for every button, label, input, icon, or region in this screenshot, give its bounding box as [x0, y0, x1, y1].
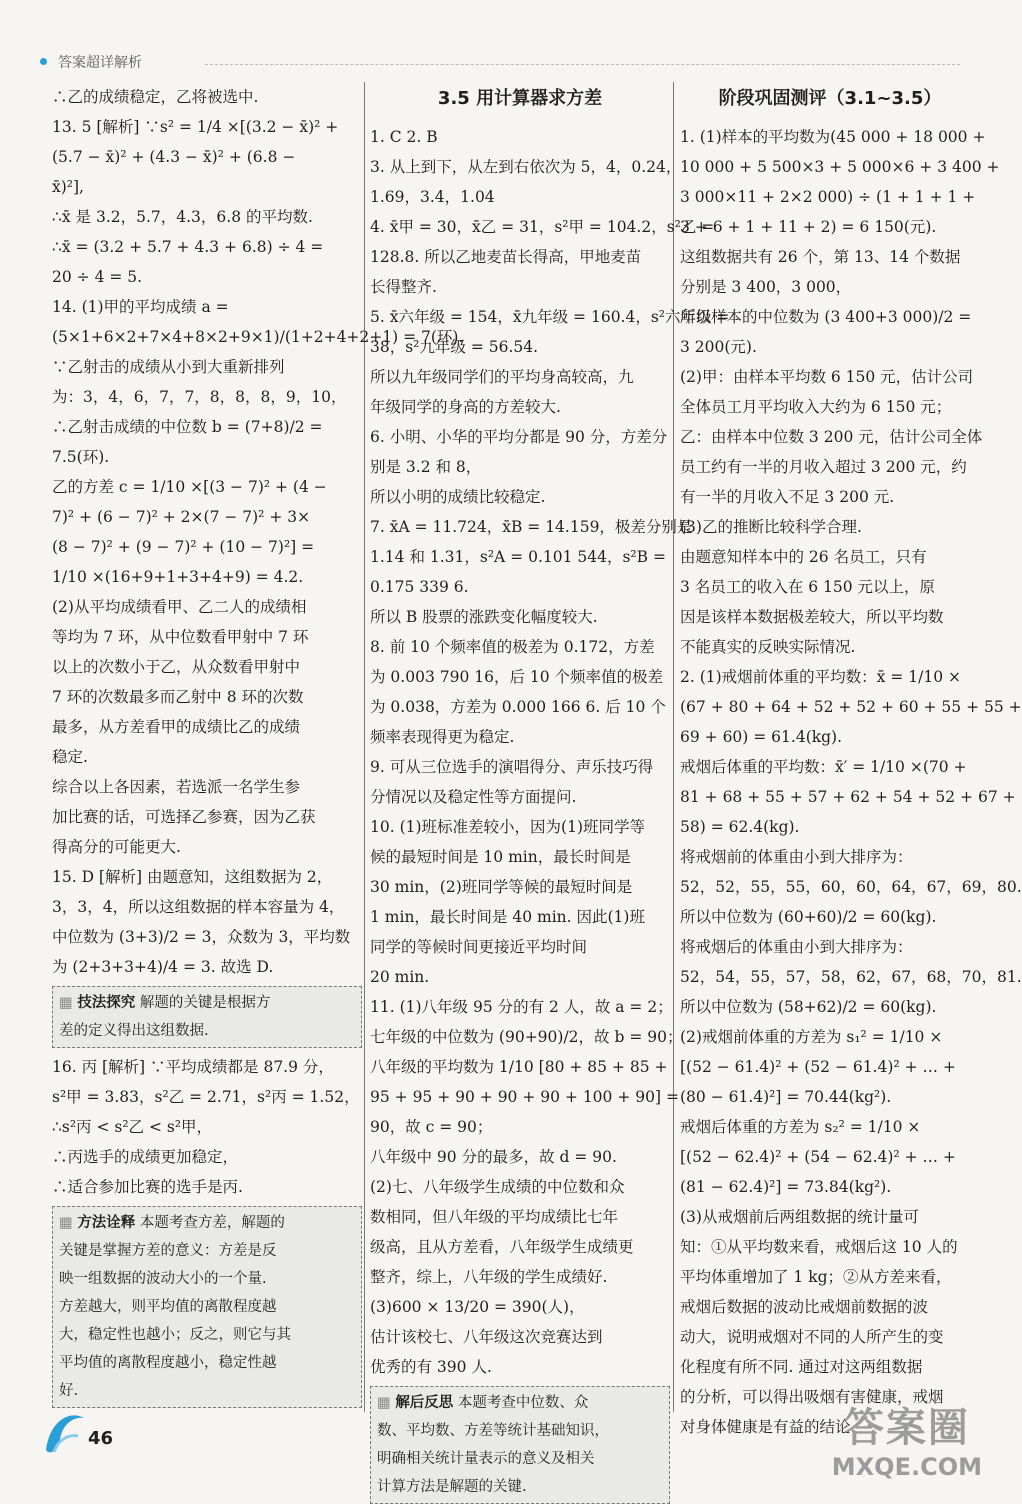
text-line: 3 + 6 + 1 + 11 + 2) = 6 150(元). [680, 218, 937, 236]
header-label: 答案超详解析 [58, 55, 142, 71]
text-line: [(52 − 62.4)² + (54 − 62.4)² + … + [680, 1148, 956, 1166]
text-line: (5.7 − x̄)² + (4.3 − x̄)² + (6.8 − [52, 148, 296, 166]
tip-tag: ▦ 解后反思 [377, 1395, 453, 1411]
text-line: ∴乙的成绩稳定，乙将被选中. [52, 88, 259, 106]
text-line: 8. 前 10 个频率值的极差为 0.172，方差 [370, 638, 655, 656]
text-line: 方差越大，则平均值的离散程度越 [59, 1299, 277, 1315]
text-line: 7. x̄A = 11.724，x̄B = 14.159，极差分别是 [370, 518, 693, 536]
text-line: 由题意知样本中的 26 名员工，只有 [680, 548, 927, 566]
text-line: 10 000 + 5 500×3 + 5 000×6 + 3 400 + [680, 158, 1000, 176]
text-line: 综合以上各因素，若选派一名学生参 [52, 778, 301, 796]
text-line: 对身体健康是有益的结论. [680, 1418, 856, 1436]
text-line: 3 200(元). [680, 338, 757, 356]
text-line: 八年级的平均数为 1/10 [80 + 85 + 85 + [370, 1058, 668, 1076]
text-line: 4. x̄甲 = 30，x̄乙 = 31，s²甲 = 104.2，s²乙 = [370, 218, 715, 236]
header-divider [205, 64, 960, 65]
text-line: 戒烟后体重的方差为 s₂² = 1/10 × [680, 1118, 921, 1136]
text-line: 估计该校七、八年级这次竞赛达到 [370, 1328, 603, 1346]
text-line: (81 − 62.4)²] = 73.84(kg²). [680, 1178, 892, 1196]
page-number: 46 [88, 1428, 114, 1449]
text-line: (67 + 80 + 64 + 52 + 52 + 60 + 55 + 55 + [680, 698, 1022, 716]
text-line: 10. (1)班标准差较小，因为(1)班同学等 [370, 818, 645, 836]
text-line: 1.69，3.4，1.04 [370, 188, 495, 206]
text-line: 不能真实的反映实际情况. [680, 638, 856, 656]
text-line: 将戒烟后的体重由小到大排序为： [680, 938, 913, 956]
text-line: 11. (1)八年级 95 分的有 2 人，故 a = 2； [370, 998, 673, 1016]
text-line: 69 + 60) = 61.4(kg). [680, 728, 843, 746]
text-line: 3 名员工的收入在 6 150 元以上，原 [680, 578, 936, 596]
text-line: 所以中位数为 (60+60)/2 = 60(kg). [680, 908, 937, 926]
text-line: ∴s²丙 < s²乙 < s²甲， [52, 1118, 213, 1136]
text-line: 明确相关统计量表示的意义及相关 [377, 1451, 595, 1467]
text-line: 同学的等候时间更接近平均时间 [370, 938, 588, 956]
text-line: 关键是掌握方差的意义：方差是反 [59, 1243, 277, 1259]
text-line: 1. (1)样本的平均数为(45 000 + 18 000 + [680, 128, 986, 146]
page-header [0, 0, 1000, 70]
text-line: (8 − 7)² + (9 − 7)² + (10 − 7)²] = [52, 538, 315, 556]
tip-box-method [52, 1206, 362, 1408]
text-line: 全体员工月平均收入大约为 6 150 元； [680, 398, 952, 416]
text-line: 化程度有所不同. 通过对这两组数据 [680, 1358, 923, 1376]
text-line: 别是 3.2 和 8， [370, 458, 482, 476]
text-line: 6. 小明、小华的平均分都是 90 分，方差分 [370, 428, 668, 446]
text-line: 所以小明的成绩比较稳定. [370, 488, 546, 506]
text-line: 81 + 68 + 55 + 57 + 62 + 54 + 52 + 67 + [680, 788, 1016, 806]
text-line: 3，3，4，所以这组数据的样本容量为 4， [52, 898, 345, 916]
text-line: ∵乙射击的成绩从小到大重新排列 [52, 358, 285, 376]
text-line: 58) = 62.4(kg). [680, 818, 800, 836]
watermark-url: MXQE.COM [831, 1453, 982, 1481]
text-line: 戒烟后数据的波动比戒烟前数据的波 [680, 1298, 929, 1316]
text-line: 15. D [解析] 由题意知，这组数据为 2， [52, 868, 333, 886]
answer-lines [52, 1052, 362, 1202]
tip-tag: ▦ 技法探究 [59, 995, 135, 1011]
text-line: 所以 B 股票的涨跌变化幅度较大. [370, 608, 598, 626]
text-line: 数相同，但八年级的平均成绩比七年 [370, 1208, 619, 1226]
text-line: 1/10 ×(16+9+1+3+4+9) = 4.2. [52, 568, 304, 586]
tip-box-technique [52, 986, 362, 1048]
text-line: 为 0.003 790 16，后 10 个频率值的极差 [370, 668, 664, 686]
text-line: 38，s²九年级 = 56.54. [370, 338, 539, 356]
text-line: 这组数据共有 26 个，第 13、14 个数据 [680, 248, 961, 266]
text-line: 20 min. [370, 968, 430, 986]
text-line: 7.5(环). [52, 448, 110, 466]
text-line: (3)乙的推断比较科学合理. [680, 518, 862, 536]
answer-lines [680, 122, 1022, 1442]
text-line: 整齐，综上，八年级的学生成绩好. [370, 1268, 608, 1286]
text-line: ∴x̄ = (3.2 + 5.7 + 4.3 + 6.8) ÷ 4 = [52, 238, 324, 256]
tip-box-reflection [370, 1386, 670, 1504]
text-line: 将戒烟前的体重由小到大排序为： [680, 848, 913, 866]
bullet-icon [40, 58, 47, 65]
dolphin-logo-icon [40, 1400, 88, 1460]
text-line: 年级同学的身高的方差较大. [370, 398, 561, 416]
text-line: x̄)²], [52, 178, 84, 196]
text-line: 映一组数据的波动大小的一个量. [59, 1271, 267, 1287]
text-line: 平均体重增加了 1 kg；②从方差来看， [680, 1268, 952, 1286]
text-line: 以上的次数小于乙，从众数看甲射中 [52, 658, 301, 676]
text-line: 有一半的月收入不足 3 200 元. [680, 488, 895, 506]
text-line: 1 min，最长时间是 40 min. 因此(1)班 [370, 908, 645, 926]
text-line: 最多，从方差看甲的成绩比乙的成绩 [52, 718, 301, 736]
text-line: 戒烟后体重的平均数：x̄′ = 1/10 ×(70 + [680, 758, 967, 776]
text-line: 等均为 7 环，从中位数看甲射中 7 环 [52, 628, 309, 646]
column-divider [673, 82, 674, 1412]
text-line: 所以样本的中位数为 (3 400+3 000)/2 = [680, 308, 972, 326]
text-line: 为：3，4，6，7，7，8，8，8，9，10， [52, 388, 347, 406]
text-line: (5×1+6×2+7×4+8×2+9×1)/(1+2+4+2+1) = 7(环). [52, 328, 464, 346]
text-line: 20 ÷ 4 = 5. [52, 268, 143, 286]
text-line: 为 (2+3+3+4)/4 = 3. 故选 D. [52, 958, 274, 976]
text-line: 3 000×11 + 2×2 000) ÷ (1 + 1 + 1 + [680, 188, 976, 206]
text-line: [(52 − 61.4)² + (52 − 61.4)² + … + [680, 1058, 956, 1076]
text-line: 5. x̄六年级 = 154，x̄九年级 = 160.4，s²六年级 = [370, 308, 730, 326]
text-line: 乙：由样本中位数 3 200 元，估计公司全体 [680, 428, 983, 446]
text-line: ∴乙射击成绩的中位数 b = (7+8)/2 = [52, 418, 323, 436]
text-line: 因是该样本数据极差较大，所以平均数 [680, 608, 944, 626]
text-line: 优秀的有 390 人. [370, 1358, 492, 1376]
text-line: 分情况以及稳定性等方面提问. [370, 788, 577, 806]
text-line: ∴x̄ 是 3.2，5.7，4.3，6.8 的平均数. [52, 208, 313, 226]
tip-text [59, 1215, 291, 1399]
text-line: 解题的关键是根据方 [139, 995, 271, 1011]
section-title: 阶段巩固测评（3.1~3.5） [718, 88, 942, 109]
text-line: 长得整齐. [370, 278, 437, 296]
section-title: 3.5 用计算器求方差 [437, 88, 603, 109]
text-line: 0.175 339 6. [370, 578, 469, 596]
text-line: 员工约有一半的月收入超过 3 200 元，约 [680, 458, 967, 476]
text-line: 95 + 95 + 90 + 90 + 90 + 100 + 90] = [370, 1088, 679, 1106]
text-line: 频率表现得更为稳定. [370, 728, 515, 746]
text-line: (2)七、八年级学生成绩的中位数和众 [370, 1178, 625, 1196]
text-line: 得高分的可能更大. [52, 838, 181, 856]
text-line: 本题考查方差，解题的 [139, 1215, 285, 1231]
text-line: 90，故 c = 90； [370, 1118, 493, 1136]
text-line: 数、平均数、方差等统计基础知识， [377, 1423, 609, 1439]
text-line: 3. 从上到下，从左到右依次为 5，4，0.24， [370, 158, 682, 176]
text-line: 级高，且从方差看，八年级学生成绩更 [370, 1238, 634, 1256]
text-line: (2)戒烟前体重的方差为 s₁² = 1/10 × [680, 1028, 943, 1046]
text-line: 13. 5 [解析] ∵s² = 1/4 ×[(3.2 − x̄)² + [52, 118, 339, 136]
text-line: 稳定. [52, 748, 88, 766]
text-line: 七年级的中位数为 (90+90)/2，故 b = 90； [370, 1028, 683, 1046]
text-line: (80 − 61.4)²] = 70.44(kg²). [680, 1088, 892, 1106]
text-line: 所以九年级同学们的平均身高较高，九 [370, 368, 634, 386]
text-line: 1. C 2. B [370, 128, 438, 146]
text-line: 动大，说明戒烟对不同的人所产生的变 [680, 1328, 944, 1346]
text-line: 八年级中 90 分的最多，故 d = 90. [370, 1148, 617, 1166]
text-line: ∴丙选手的成绩更加稳定， [52, 1148, 239, 1166]
text-line: 128.8. 所以乙地麦苗长得高，甲地麦苗 [370, 248, 642, 266]
text-line: 大，稳定性也越小；反之，则它与其 [59, 1327, 291, 1343]
text-line: 52，52，55，55，60，60，64，67，69，80. [680, 878, 1022, 896]
text-line: (3)600 × 13/20 = 390(人)， [370, 1298, 585, 1316]
text-line: 计算方法是解题的关键. [377, 1479, 527, 1495]
text-line: 中位数为 (3+3)/2 = 3，众数为 3，平均数 [52, 928, 351, 946]
text-line: 乙的方差 c = 1/10 ×[(3 − 7)² + (4 − [52, 478, 327, 496]
text-line: 好. [59, 1383, 79, 1399]
text-line: 分别是 3 400，3 000， [680, 278, 852, 296]
text-line: 7 环的次数最多而乙射中 8 环的次数 [52, 688, 304, 706]
text-line: 2. (1)戒烟前体重的平均数：x̄ = 1/10 × [680, 668, 961, 686]
text-line: (3)从戒烟前后两组数据的统计量可 [680, 1208, 919, 1226]
text-line: 平均值的离散程度越小，稳定性越 [59, 1355, 277, 1371]
text-line: 1.14 和 1.31，s²A = 0.101 544，s²B = [370, 548, 666, 566]
text-line: 所以中位数为 (58+62)/2 = 60(kg). [680, 998, 937, 1016]
text-line: 52，54，55，57，58，62，67，68，70，81. [680, 968, 1022, 986]
text-line: (2)从平均成绩看甲、乙二人的成绩相 [52, 598, 307, 616]
text-line: 加比赛的话，可选择乙参赛，因为乙获 [52, 808, 316, 826]
text-line: 差的定义得出这组数据. [59, 1023, 209, 1039]
text-line: 候的最短时间是 10 min，最长时间是 [370, 848, 631, 866]
text-line: 9. 可从三位选手的演唱得分、声乐技巧得 [370, 758, 654, 776]
text-line: ∴适合参加比赛的选手是丙. [52, 1178, 243, 1196]
text-line: 知：①从平均数来看，戒烟后这 10 人的 [680, 1238, 958, 1256]
tip-tag: ▦ 方法诠释 [59, 1215, 135, 1231]
text-line: s²甲 = 3.83，s²乙 = 2.71，s²丙 = 1.52， [52, 1088, 360, 1106]
text-line: 30 min，(2)班同学等候的最短时间是 [370, 878, 633, 896]
text-line: 为 0.038，方差为 0.000 166 6. 后 10 个 [370, 698, 666, 716]
text-line: 16. 丙 [解析] ∵平均成绩都是 87.9 分， [52, 1058, 334, 1076]
watermark-main: 答案圈 [843, 1405, 970, 1451]
text-line: 的分析，可以得出吸烟有害健康，戒烟 [680, 1388, 944, 1406]
text-line: 本题考查中位数、众 [457, 1395, 589, 1411]
text-line: 7)² + (6 − 7)² + 2×(7 − 7)² + 3× [52, 508, 311, 526]
text-line: (2)甲：由样本平均数 6 150 元，估计公司 [680, 368, 974, 386]
site-watermark [832, 1396, 982, 1481]
text-line: 14. (1)甲的平均成绩 a = [52, 298, 229, 316]
column-divider [364, 82, 365, 1412]
